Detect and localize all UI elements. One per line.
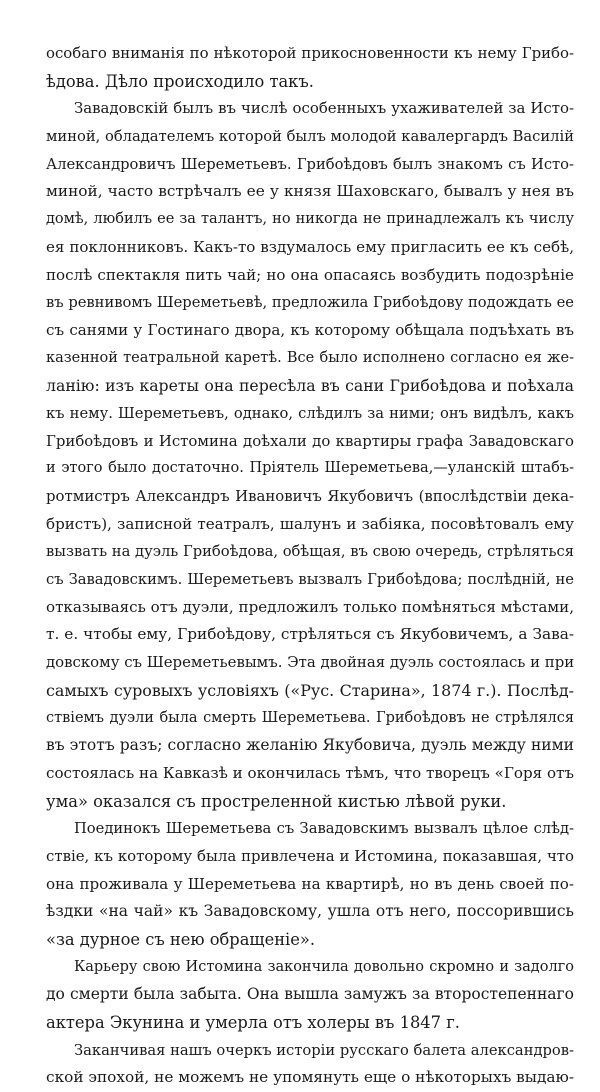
text-line: миной, часто встрѣчалъ ее у князя Шаховскаго, бывалъ у нея въ [46,182,574,201]
text-line: ея поклонниковъ. Какъ-то вздумалось ему пригласить ее къ себѣ, [46,237,574,256]
text-line: бристъ), записной театралъ, шалунъ и забіяка, посовѣтовалъ ему [46,514,574,533]
text-line: самыхъ суровыхъ условіяхъ («Рус. Старина», 1874 г.). Послѣд- [46,680,574,700]
text-line: ѣдова. Дѣло происходило такъ. [46,71,314,91]
text-line: вызвать на дуэль Грибоѣдова, обѣщая, въ свою очередь, стрѣляться [46,543,574,561]
paragraph [46,815,574,953]
paragraph [46,40,574,95]
text-line: домѣ, любилъ ее за талантъ, но никогда не принадлежалъ къ числу [46,211,574,228]
text-line: съ Завадовскимъ. Шереметьевъ вызвалъ Грибоѣдова; послѣдній, не [46,571,574,589]
text-line: она проживала у Шереметьева на квартирѣ, но въ день своей по- [46,874,574,893]
text-line: «за дурное съ нею обращеніе». [46,930,316,949]
text-line: ствіе, къ которому была привлечена и Истомина, показавшая, что [46,846,574,865]
text-line: миной, обладателемъ которой былъ молодой кавалергардъ Василій [46,128,574,146]
text-line: т. е. чтобы ему, Грибоѣдову, стрѣляться съ Якубовичемъ, а Зава- [46,625,574,644]
paragraph [46,95,574,815]
text-line: отказываясь отъ дуэли, предложилъ только помѣняться мѣстами, [46,597,574,616]
text-line: въ этотъ разъ; согласно желанію Якубовича, дуэль между ними [46,736,574,755]
body-text [46,40,574,1092]
text-line: актера Экунина и умерла отъ холеры въ 1847 г. [46,1013,460,1033]
text-line: Грибоѣдовъ и Истомина доѣхали до квартиры графа Завадовскаго [46,431,574,450]
text-line: Завадовскій былъ въ числѣ особенныхъ ухаживателей за Исто- [74,99,574,118]
text-line: ланію: изъ кареты она пересѣла въ сани Грибоѣдова и поѣхала [46,376,574,396]
text-line: послѣ спектакля пить чай; но она опасаясь возбудить подозрѣніе [46,265,574,284]
text-line: въ ревнивомъ Шереметьевѣ, предложила Грибоѣдову подождать ее [46,294,574,312]
text-line: довскому съ Шереметьевымъ. Эта двойная дуэль состоялась и при [46,653,575,672]
text-line: ротмистръ Александръ Ивановичъ Якубовичъ (впослѣдствіи дека- [46,487,574,505]
text-line: особаго вниманія по нѣкоторой прикосновенности къ нему Грибо- [46,44,574,62]
text-line: съ санями у Гостинаго двора, къ которому обѣщала подъѣхать въ [46,320,574,339]
text-line: Заканчивая нашъ очеркъ исторіи русскаго балета александров- [74,1041,574,1059]
text-line: состоялась на Кавказѣ и окончилась тѣмъ, что творецъ «Горя отъ [46,763,574,782]
paragraph [46,1037,574,1092]
text-line: Карьеру свою Истомина закончила довольно скромно и задолго [74,958,574,975]
text-line: и этого было достаточно. Пріятель Шереметьева,—уланскій штабъ- [46,460,574,477]
text-line: до смерти была забыта. Она вышла замужъ за второстепеннаго [46,985,574,1004]
text-line: къ нему. Шереметьевъ, однако, слѣдилъ за ними; онъ видѣлъ, какъ [46,404,574,422]
paragraph [46,954,574,1037]
text-line: Александровичъ Шереметьевъ. Грибоѣдовъ былъ знакомъ съ Исто- [46,155,574,173]
text-line: ской эпохой, не можемъ не упомянуть еще о нѣкоторыхъ выдаю- [46,1068,574,1087]
text-line: ствіемъ дуэли была смерть Шереметьева. Грибоѣдовъ не стрѣлялся [46,709,574,726]
text-line: ума» оказался съ простреленной кистью лѣвой руки. [46,791,507,811]
text-line: Поединокъ Шереметьева съ Завадовскимъ вызвалъ цѣлое слѣд- [74,820,574,838]
text-line: ѣздки «на чай» къ Завадовскому, ушла отъ него, поссорившись [46,902,574,921]
text-line: казенной театральной каретѣ. Все было исполнено согласно ея же- [46,349,574,366]
